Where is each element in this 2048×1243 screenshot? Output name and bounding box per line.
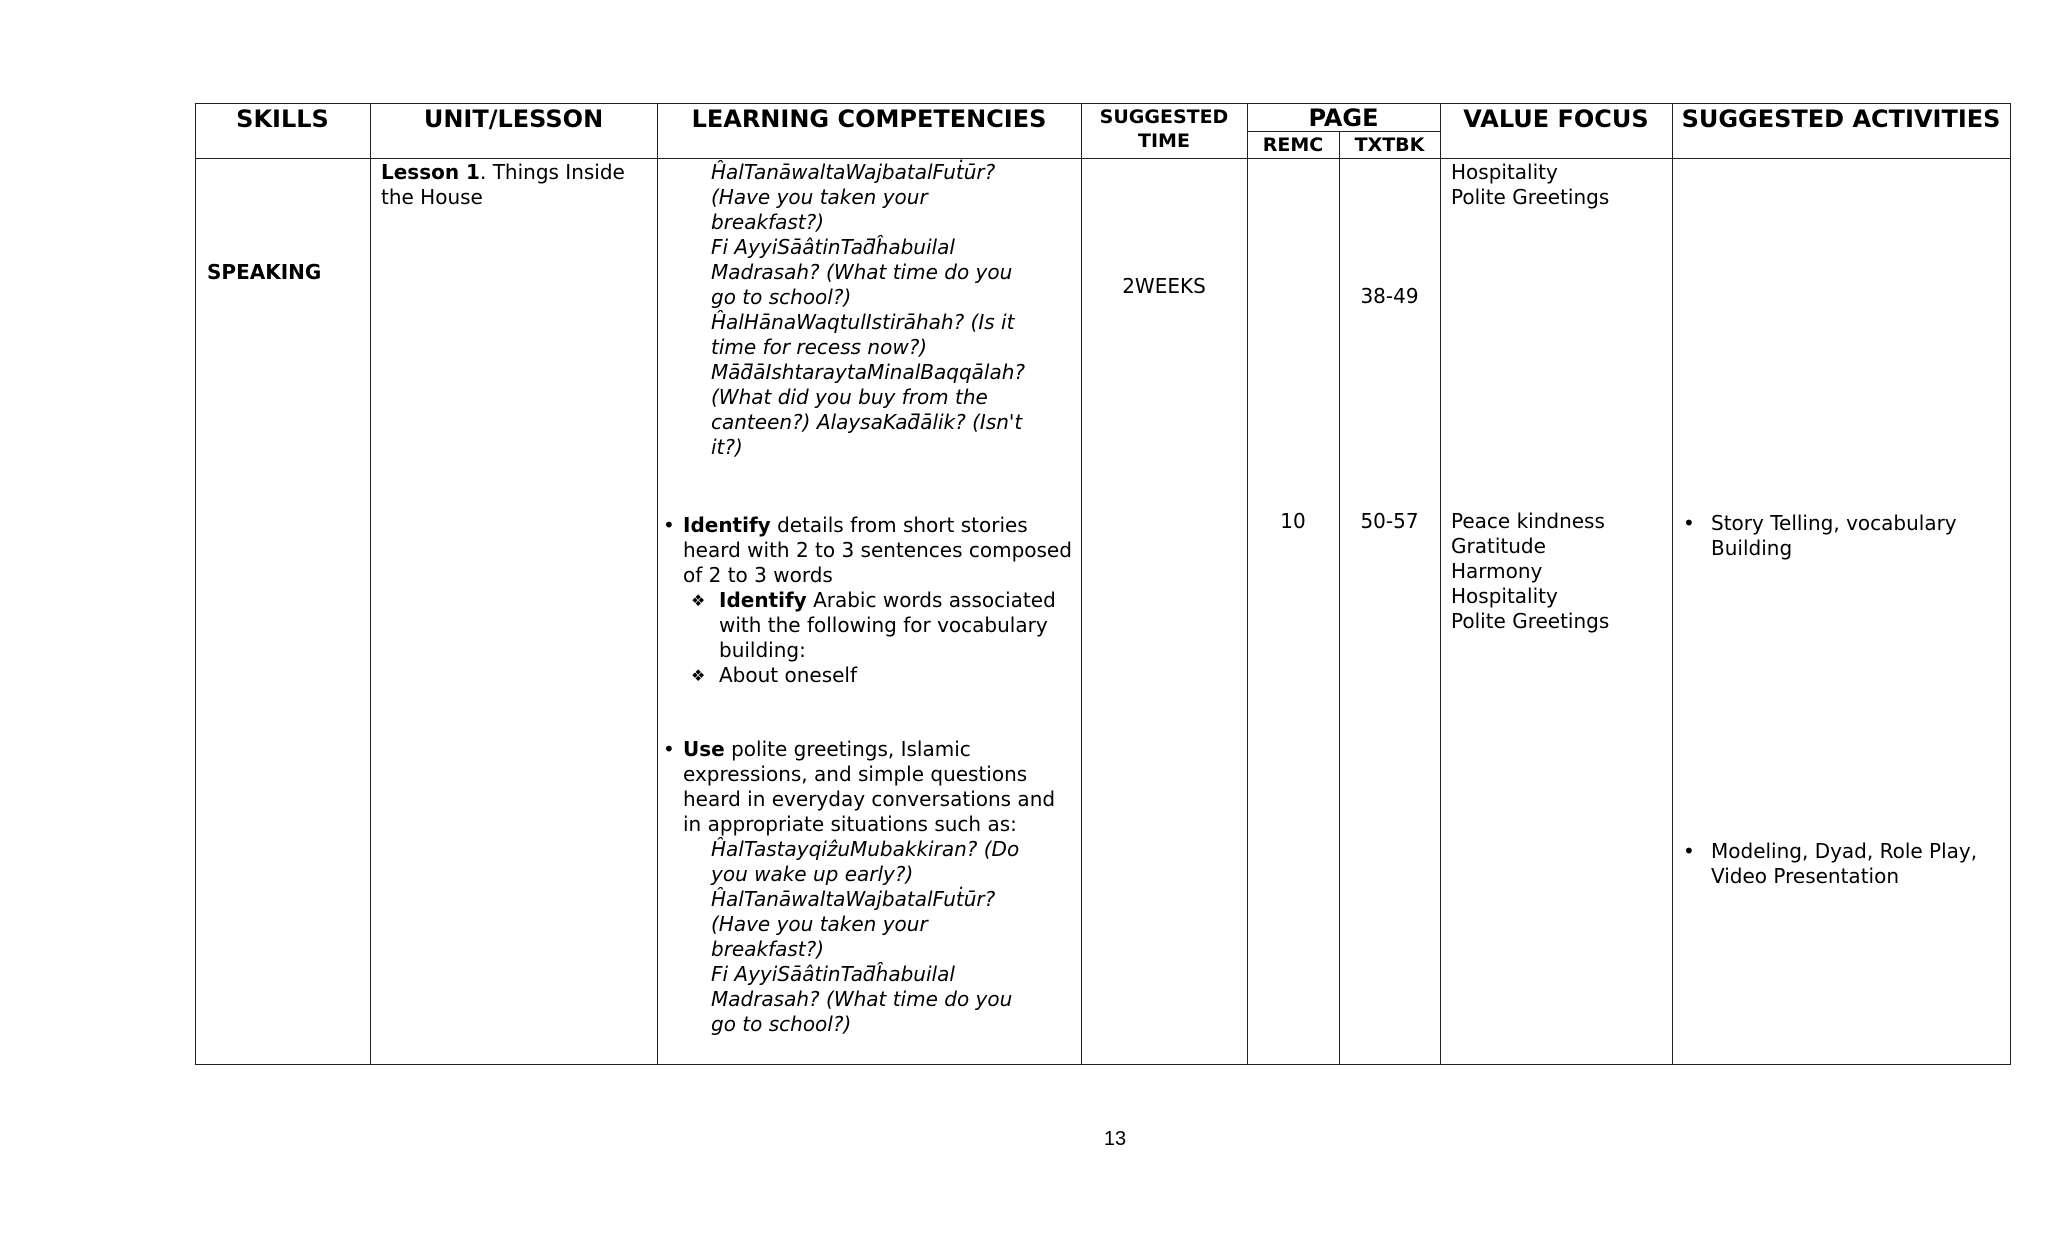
example-line: ĤalTastayqiẑuMubakkiran? (Do	[711, 837, 1020, 861]
example-line: you wake up early?)	[711, 862, 914, 886]
value-item: Hospitality	[1451, 584, 1558, 608]
value-item: Gratitude	[1451, 534, 1546, 558]
header-unit-lesson: UNIT/LESSON	[423, 105, 604, 133]
col-divider	[1081, 103, 1082, 1065]
example-line: (Have you taken your	[711, 185, 928, 209]
example-line: ĤalTanāwaltaWajbatalFuṫūr?	[711, 887, 996, 911]
header-bottom-border	[195, 158, 2011, 159]
competency-examples-1	[711, 160, 1081, 460]
col-divider	[370, 103, 371, 1065]
header-skills: SKILLS	[236, 105, 329, 133]
lesson-name: . Things Inside the House	[381, 160, 625, 209]
competency-use	[663, 737, 1075, 1037]
txtbk-value: 38-49	[1360, 284, 1419, 308]
lesson-title	[381, 160, 651, 210]
lesson-number: Lesson 1	[381, 160, 480, 184]
table-top-border	[195, 103, 2011, 104]
example-line: MāƌāIshtaraytaMinalBaqqālah?	[711, 360, 1025, 384]
value-focus-2	[1451, 509, 1671, 634]
col-divider	[1672, 103, 1673, 1065]
activity-2	[1683, 839, 2003, 889]
curriculum-table	[195, 103, 2011, 1065]
list-item: • Story Telling, vocabulary Building	[1683, 511, 2003, 561]
col-divider	[195, 103, 196, 1065]
example-line: ĤalHānaWaqtulIstirāhah? (Is it	[711, 310, 1015, 334]
header-txtbk: TXTBK	[1354, 134, 1425, 156]
value-item: Polite Greetings	[1451, 609, 1610, 633]
value-item: Hospitality	[1451, 160, 1558, 184]
competency-verb: Use	[683, 737, 725, 761]
competency-examples-2	[663, 837, 1075, 1037]
page-number: 13	[1103, 1128, 1127, 1150]
example-line: it?)	[711, 435, 743, 459]
value-item: Polite Greetings	[1451, 185, 1610, 209]
example-line: (What did you buy from the	[711, 385, 988, 409]
example-line: go to school?)	[711, 285, 852, 309]
example-line: Madrasah? (What time do you	[711, 987, 1013, 1011]
list-item: ❖ About oneself	[691, 663, 1073, 688]
value-item: Peace kindness	[1451, 509, 1605, 533]
table-bottom-border	[195, 1064, 2011, 1065]
list-item	[691, 588, 1073, 663]
col-divider	[1339, 131, 1340, 1065]
competency-text: polite greetings, Islamic expressions, and simple questions heard in everyday conversations and in appropriate situations such as:	[683, 737, 1056, 836]
example-line: breakfast?)	[711, 210, 825, 234]
activity-1	[1683, 511, 2003, 561]
col-divider	[657, 103, 658, 1065]
example-line: Fi AyyiSāâtinTaƌĥabuilal	[711, 962, 955, 986]
example-line: (Have you taken your	[711, 912, 928, 936]
col-divider	[1247, 103, 1248, 1065]
competency-text: Arabic words associated with the following for vocabulary building:	[719, 588, 1056, 662]
example-line: ĤalTanāwaltaWajbatalFuṫūr?	[711, 160, 996, 184]
txtbk-value: 50-57	[1360, 509, 1419, 533]
header-suggested-activities: SUGGESTED ACTIVITIES	[1681, 105, 2001, 133]
competency-text: details from short stories heard with 2 to 3 sentences composed of 2 to 3 words	[683, 513, 1072, 587]
example-line: canteen?) AlaysaKaƌālik? (Isn't	[711, 410, 1023, 434]
col-divider	[1440, 103, 1441, 1065]
list-item: • Modeling, Dyad, Role Play, Video Presentation	[1683, 839, 2003, 889]
competency-identify	[663, 513, 1073, 688]
remc-value: 10	[1280, 509, 1306, 533]
suggested-time-value: 2WEEKS	[1122, 274, 1206, 298]
header-value-focus: VALUE FOCUS	[1463, 105, 1649, 133]
list-item	[663, 737, 1075, 837]
example-line: Fi AyyiSāâtinTaƌĥabuilal	[711, 235, 955, 259]
example-line: go to school?)	[711, 1012, 852, 1036]
header-page: PAGE	[1308, 104, 1379, 132]
col-divider	[2010, 103, 2011, 1065]
header-remc: REMC	[1262, 134, 1324, 156]
example-line: breakfast?)	[711, 937, 825, 961]
skill-label: SPEAKING	[207, 260, 322, 284]
competency-verb: Identify	[719, 588, 807, 612]
competency-verb: Identify	[683, 513, 771, 537]
value-focus-1	[1451, 160, 1671, 210]
header-learning-competencies: LEARNING COMPETENCIES	[691, 105, 1047, 133]
example-line: Madrasah? (What time do you	[711, 260, 1013, 284]
value-item: Harmony	[1451, 559, 1543, 583]
example-line: time for recess now?)	[711, 335, 928, 359]
header-suggested-time: SUGGESTED TIME	[1099, 106, 1229, 152]
list-item	[663, 513, 1073, 588]
